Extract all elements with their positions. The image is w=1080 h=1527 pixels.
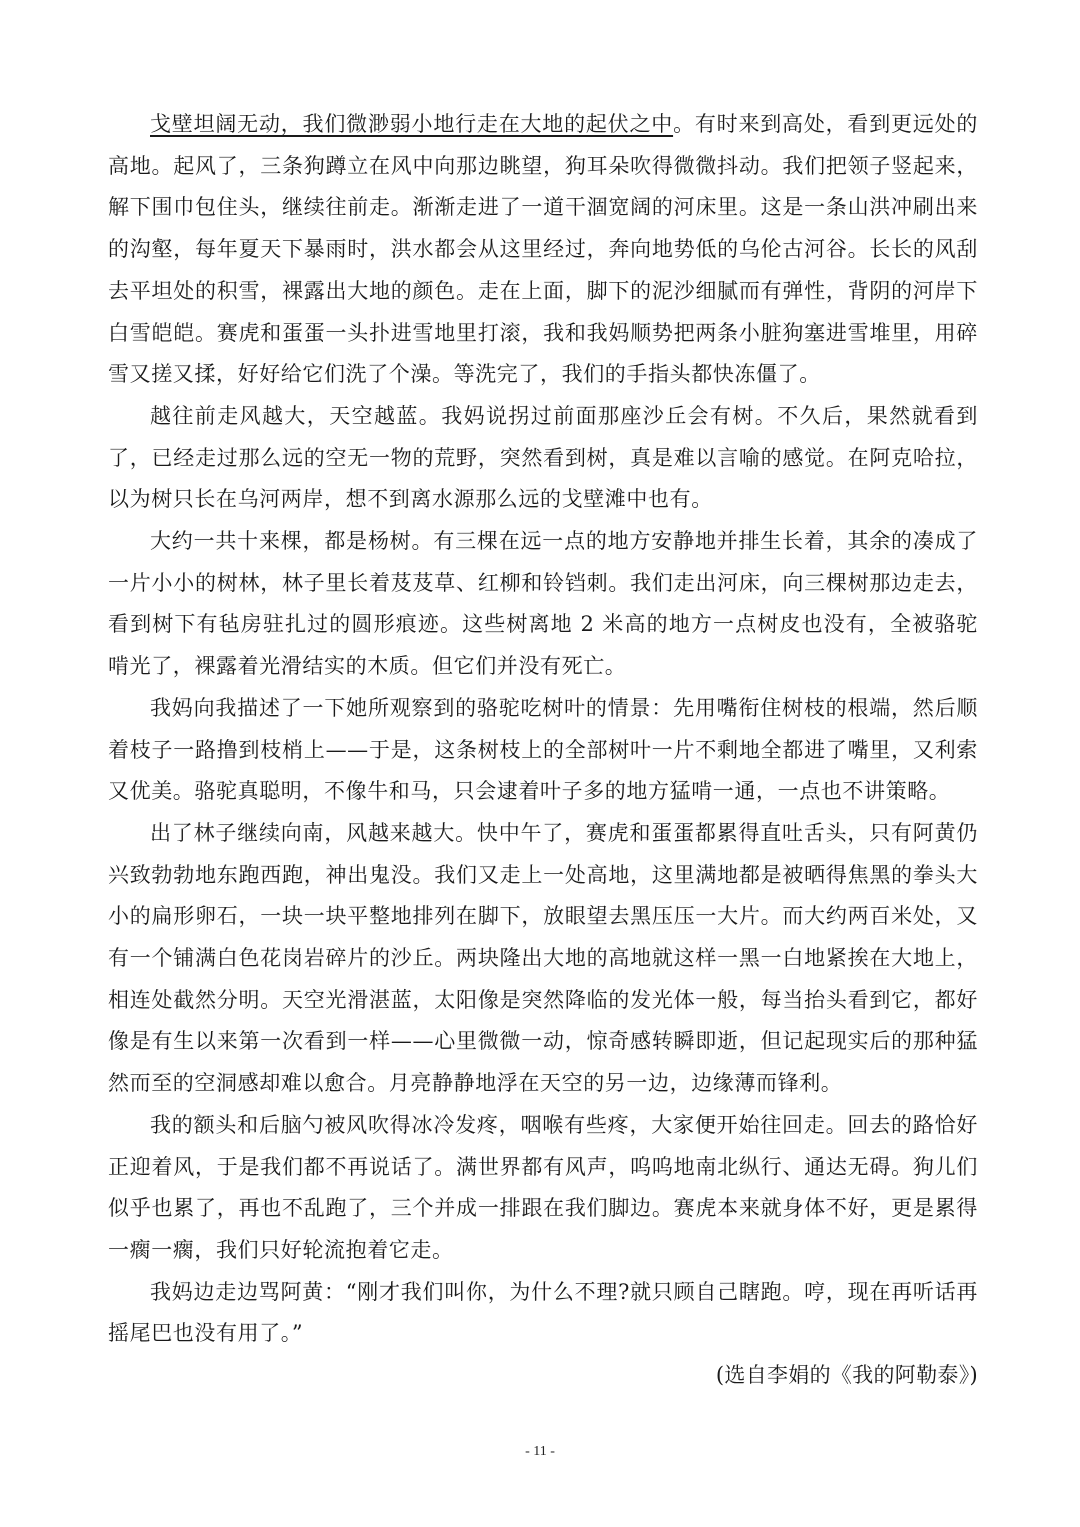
page-number: - 11 - bbox=[525, 1444, 555, 1459]
paragraph-7: 我妈边走边骂阿黄：“刚才我们叫你，为什么不理?就只顾自己瞎跑。哼，现在再听话再摇尾巴也没有用了。” bbox=[108, 1279, 978, 1346]
paragraph-4: 我妈向我描述了一下她所观察到的骆驼吃树叶的情景：先用嘴衔住树枝的根端，然后顺着枝子一路撸到枝梢上——于是，这条树枝上的全部树叶一片不剩地全都进了嘴里，又利索又优美。骆驼真聪明，不像牛和马，只会逮着叶子多的地方猛啃一通，一点也不讲策略。 bbox=[108, 695, 978, 804]
document-page bbox=[108, 104, 978, 1397]
paragraph-2: 越往前走风越大，天空越蓝。我妈说拐过前面那座沙丘会有树。不久后，果然就看到了，已经走过那么远的空无一物的荒野，突然看到树，真是难以言喻的感觉。在阿克哈拉，以为树只长在乌河两岸，想不到离水源那么远的戈壁滩中也有。 bbox=[108, 403, 978, 512]
paragraph-1 bbox=[108, 104, 978, 396]
paragraph-1-text: 。有时来到高处，看到更远处的高地。起风了，三条狗蹲立在风中向那边眺望，狗耳朵吹得微微抖动。我们把领子竖起来，解下围巾包住头，继续往前走。渐渐走进了一道干涸宽阔的河床里。这是一条山洪冲刷出来的沟壑，每年夏天下暴雨时，洪水都会从这里经过，奔向地势低的乌伦古河谷。长长的风刮去平坦处的积雪，裸露出大地的颜色。走在上面，脚下的泥沙细腻而有弹性，背阴的河岸下白雪皑皑。赛虎和蛋蛋一头扑进雪地里打滚，我和我妈顺势把两条小脏狗塞进雪堆里，用碎雪又搓又揉，好好给它们洗了个澡。等洗完了，我们的手指头都快冻僵了。 bbox=[108, 112, 978, 387]
paragraph-3: 大约一共十来棵，都是杨树。有三棵在远一点的地方安静地并排生长着，其余的凑成了一片小小的树林，林子里长着芨芨草、红柳和铃铛刺。我们走出河床，向三棵树那边走去，看到树下有毡房驻扎过的圆形痕迹。这些树离地 2 米高的地方一点树皮也没有，全被骆驼啃光了，裸露着光滑结实的木质。但它们并没有死亡。 bbox=[108, 529, 978, 679]
underlined-sentence: 戈壁坦阔无动，我们微渺弱小地行走在大地的起伏之中 bbox=[150, 112, 674, 136]
source-citation: (选自李娟的《我的阿勒泰》) bbox=[715, 1363, 978, 1388]
paragraph-6: 我的额头和后脑勺被风吹得冰冷发疼，咽喉有些疼，大家便开始往回走。回去的路恰好正迎着风，于是我们都不再说话了。满世界都有风声，呜呜地南北纵行、通达无碍。狗儿们似乎也累了，再也不乱跑了，三个并成一排跟在我们脚边。赛虎本来就身体不好，更是累得一瘸一瘸，我们只好轮流抱着它走。 bbox=[108, 1112, 978, 1262]
paragraph-5: 出了林子继续向南，风越来越大。快中午了，赛虎和蛋蛋都累得直吐舌头，只有阿黄仍兴致勃勃地东跑西跑，神出鬼没。我们又走上一处高地，这里满地都是被晒得焦黑的拳头大小的扁形卵石，一块一块平整地排列在脚下，放眼望去黑压压一大片。而大约两百米处，又有一个铺满白色花岗岩碎片的沙丘。两块隆出大地的高地就这样一黑一白地紧挨在大地上，相连处截然分明。天空光滑湛蓝，太阳像是突然降临的发光体一般，每当抬头看到它，都好像是有生以来第一次看到一样——心里微微一动，惊奇感转瞬即逝，但记起现实后的那种猛然而至的空洞感却难以愈合。月亮静静地浮在天空的另一边，边缘薄而锋利。 bbox=[108, 820, 978, 1096]
